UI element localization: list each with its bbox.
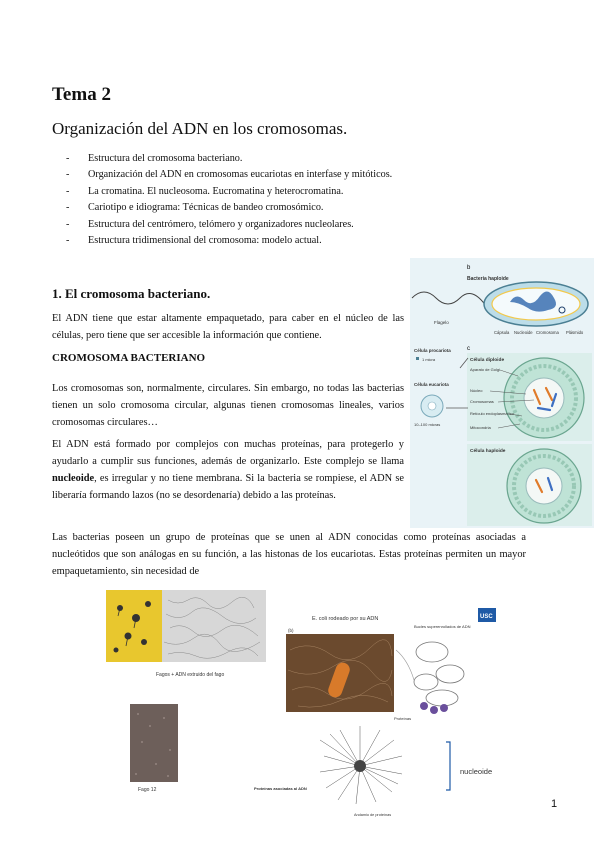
fago12-image	[130, 704, 178, 782]
cell-comparison-figure	[410, 258, 594, 528]
outline-item: - Estructura tridimensional del cromosoma: modelo actual.	[66, 233, 392, 249]
eukaryote-scale-label: 10–100 micras	[414, 422, 441, 427]
bullet-dash: -	[66, 202, 70, 214]
page-number: 1	[551, 798, 558, 810]
outline-item: - Cariotipo e idiograma: Técnicas de bandeo cromosómico.	[66, 200, 392, 216]
nucleoide-label: Nucleoide	[514, 330, 533, 335]
scaffold-label: Andamio de proteínas	[354, 813, 392, 817]
procariota-label: Célula procariota	[414, 348, 451, 353]
fago12-caption: Fago 12	[138, 787, 157, 793]
bullet-dash: -	[66, 235, 70, 247]
bullet-dash: -	[66, 185, 70, 197]
plasmido-label: Plásmido	[566, 330, 584, 335]
capsula-label: Cápsula	[494, 330, 510, 335]
panel-c-label: c	[467, 346, 470, 352]
dna-loops	[414, 642, 464, 706]
bacterial-dna-figure	[98, 590, 498, 830]
paragraph: El ADN está formado por complejos con muchas proteínas, para protegerlo y ayudarlo a cumplir sus funciones, además de organizarlo. Este complejo se llama nucleoide, es irregular y no tiene membrana. Si la bacteria se rompiese, el ADN se liberaría formando lazos (no se desordenaría) debido a las proteínas.	[52, 439, 404, 501]
bullet-dash: -	[66, 153, 70, 164]
panel-b-label: b	[467, 265, 471, 271]
reticulo-label: Retículo endoplasmático	[470, 411, 514, 416]
nucleoide-bracket-label: nucleoide	[460, 767, 493, 776]
paragraph: El ADN tiene que estar altamente empaquetado, para caber en el núcleo de las células, pero tiene que ser accesible la información que contiene.	[52, 313, 404, 341]
diploid-nucleus	[524, 378, 564, 418]
outline-item: - Estructura del cromosoma bacteriano.	[66, 151, 392, 167]
flagelo-label: Flagelo	[434, 320, 449, 325]
loops-label: Bucles superenrollados de ADN	[414, 624, 471, 629]
prot-label: Proteínas	[394, 716, 412, 721]
bullet-dash: -	[66, 218, 70, 230]
section-heading: 1. El cromosoma bacteriano.	[52, 286, 211, 301]
mitocondria-label: Mitocondria	[470, 425, 491, 430]
haploide-label: Célula haploide	[470, 449, 506, 454]
nucleo-label: Núcleo	[470, 388, 483, 393]
nucleoid-bracket	[446, 742, 450, 790]
subsection-heading: CROMOSOMA BACTERIANO	[52, 352, 206, 364]
page-subtitle: Organización del ADN en los cromosomas.	[52, 119, 348, 138]
page-title: Tema 2	[52, 84, 111, 105]
paragraph: Las bacterias poseen un grupo de proteínas que se unen al ADN conocidas como proteínas asociadas a nucleótidos que son análogas en su función, a las histonas de los eucariotas. Estas proteínas permiten un mayor empaquetamiento, sin necesidad de	[52, 532, 526, 577]
topic-outline	[66, 151, 392, 249]
outline-item: - Estructura del centrómero, telómero y organizadores nucleolares.	[66, 217, 392, 233]
prokaryote-scale-mark	[416, 357, 419, 360]
label-b: (b)	[288, 628, 294, 633]
cromosomas-label: Cromosomas	[470, 399, 494, 404]
prot2-label: Proteínas asociadas al ADN	[254, 786, 307, 791]
paragraph: Los cromosomas son, normalmente, circulares. Sin embargo, no todas las bacterias tienen un solo cromosoma circular, algunas tienen cromosomas lineales, varios cromosomas circulares…	[52, 383, 404, 428]
bold-term: nucleoide	[52, 473, 95, 484]
phage-caption: Fagos + ADN extruido del fago	[156, 672, 225, 678]
bullet-dash: -	[66, 169, 70, 181]
outline-item: - La cromatina. El nucleosoma. Eucromatina y heterocromatina.	[66, 184, 392, 200]
nucleoid-core	[354, 760, 366, 772]
usc-logo-text: USC	[480, 614, 493, 620]
micra-label: 1 micra	[422, 357, 436, 362]
outline-item: - Organización del ADN en cromosomas eucariotas en interfase y mitóticos.	[66, 167, 392, 183]
bacteria-label: Bacteria haploide	[467, 276, 509, 282]
ecoli-title: E. coli rodeado por su ADN	[312, 616, 379, 622]
golgi-label: Aparato de Golgi	[470, 367, 501, 372]
eucariota-label: Célula eucariota	[414, 382, 449, 387]
diploide-label: Célula diploide	[470, 358, 505, 363]
cromosoma-label: Cromosoma	[536, 330, 559, 335]
